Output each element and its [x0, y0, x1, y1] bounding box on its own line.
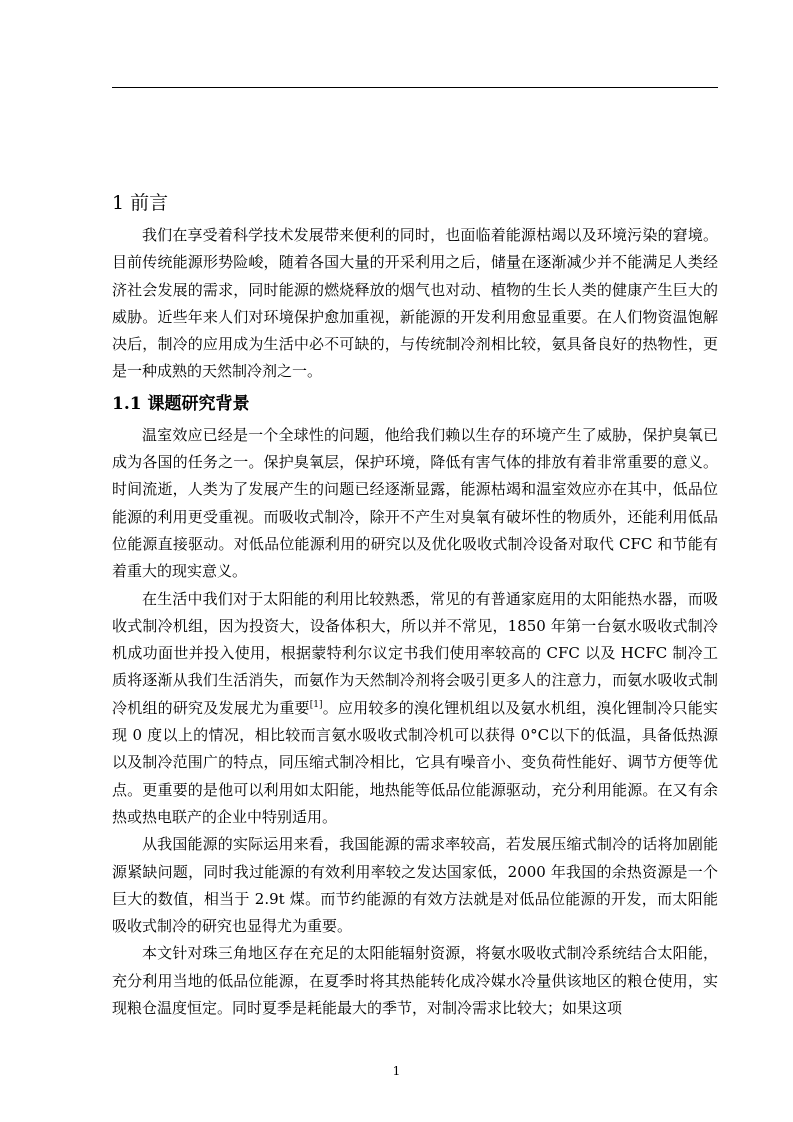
paragraph-2: 温室效应已经是一个全球性的问题，他给我们赖以生存的环境产生了威胁，保护臭氧已成为各国的任务之一。保护臭氧层，保护环境，降低有害气体的排放有着非常重要的意义。时间流逝，人类为了发展产生的问题已经逐渐显露，能源枯竭和温室效应亦在其中，低品位能源的利用更受重视。而吸收式制冷，除开不产生对臭氧有破坏性的物质外，还能利用低品位能源直接驱动。对低品位能源利用的研究以及优化吸收式制冷设备对取代 CFC 和节能有着重大的现实意义。 — [112, 425, 718, 581]
section-heading-1: 1 前言 — [112, 192, 169, 214]
paragraph-3-part-b: 。应用较多的溴化锂机组以及氨水机组，溴化锂制冷只能实现 0 度以上的情况，相比较而言氨水吸收式制冷机可以获得 0°C以下的低温，具备低热源以及制冷范围广的特点，同压缩式制冷相比，它具有噪音小、变负荷性能好、调节方便等优点。更重要的是他可以利用如太阳能，地热能等低品位能源驱动，充分利用能源。在又有余热或热电联产的企业中特别适用。 — [112, 698, 718, 826]
paragraph-3-part-a: 在生活中我们对于太阳能的利用比较熟悉，常见的有普通家庭用的太阳能热水器，而吸收式制冷机组，因为投资大，设备体积大，所以并不常见，1850 年第一台氨水吸收式制冷机成功面世并投入使用，根据蒙特利尔议定书我们使用率较高的 CFC 以及 HCFC 制冷工质将逐渐从我们生活消失，而氨作为天然制冷剂将会吸引更多人的注意力，而氨水吸收式制冷机组的研究及发展尤为重要 — [112, 589, 718, 717]
paragraph-5: 本文针对珠三角地区存在充足的太阳能辐射资源，将氨水吸收式制冷系统结合太阳能，充分利用当地的低品位能源，在夏季时将其热能转化成冷媒水冷量供该地区的粮仓使用，实现粮仓温度恒定。同时夏季是耗能最大的季节，对制冷需求比较大；如果这项 — [112, 944, 718, 1018]
header-rule — [112, 87, 718, 88]
page-number: 1 — [392, 1064, 401, 1078]
paragraph-1: 我们在享受着科学技术发展带来便利的同时，也面临着能源枯竭以及环境污染的窘境。目前传统能源形势险峻，随着各国大量的开采利用之后，储量在逐渐减少并不能满足人类经济社会发展的需求，同时能源的燃烧释放的烟气也对动、植物的生长人类的健康产生巨大的威胁。近些年来人们对环境保护愈加重视，新能源的开发利用愈显重要。在人们物资温饱解决后，制冷的应用成为生活中必不可缺的，与传统制冷剂相比较，氨具备良好的热物性，更是一种成熟的天然制冷剂之一。 — [112, 226, 718, 381]
paragraph-3 — [112, 586, 718, 832]
paragraph-4: 从我国能源的实际运用来看，我国能源的需求率较高，若发展压缩式制冷的话将加剧能源紧缺问题，同时我过能源的有效利用率较之发达国家低，2000 年我国的余热资源是一个巨大的数值，相当于 2.9t 煤。而节约能源的有效方法就是对低品位能源的开发，而太阳能吸收式制冷的研究也显得尤为重要。 — [112, 835, 718, 936]
citation-ref: [1] — [309, 699, 323, 710]
section-heading-1-1: 1.1 课题研究背景 — [112, 393, 250, 414]
page-body — [112, 190, 718, 1022]
